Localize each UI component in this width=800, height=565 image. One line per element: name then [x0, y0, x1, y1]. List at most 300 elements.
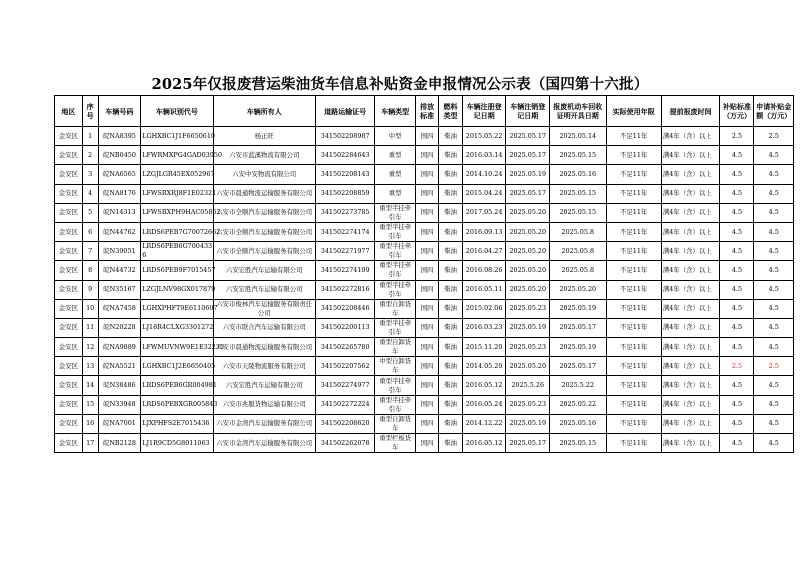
cell-emission: 国四	[415, 222, 438, 241]
cell-region: 金安区	[55, 299, 83, 318]
cell-region: 金安区	[55, 261, 83, 280]
column-header-usage-years: 实际使用年限	[606, 96, 661, 127]
cell-emission: 国四	[415, 414, 438, 433]
cell-region: 金安区	[55, 338, 83, 357]
cell-certificate-date: 2025.05.20	[550, 280, 606, 299]
cell-index: 11	[82, 318, 98, 337]
cell-fuel: 柴油	[439, 222, 462, 241]
cell-register-date: 2016.03.23	[462, 318, 506, 337]
cell-owner: 六安宏胜汽车运输有限公司	[213, 280, 315, 299]
cell-vin: LGHXBC1J1F6650610	[141, 127, 213, 146]
cell-vin: LRDS6PEB6GR004981	[141, 376, 213, 395]
cell-standard: 2.5	[720, 127, 754, 146]
column-header-cancel-date: 车辆注销登记日期	[506, 96, 550, 127]
cell-fuel: 柴油	[439, 242, 462, 261]
cell-certificate-date: 2025.05.8	[550, 261, 606, 280]
cell-emission: 国四	[415, 261, 438, 280]
cell-type: 中型	[375, 127, 415, 146]
cell-register-date: 2015.02.06	[462, 299, 506, 318]
cell-usage-years: 不足11年	[606, 222, 661, 241]
cell-amount: 4.5	[754, 184, 794, 203]
cell-amount: 4.5	[754, 242, 794, 261]
cell-register-date: 2016.05.12	[462, 376, 506, 395]
cell-cancel-date: 2025.05.17	[506, 146, 550, 165]
table-row	[55, 127, 794, 146]
column-header-vin: 车辆识别代号	[141, 96, 213, 127]
cell-index: 3	[82, 165, 98, 184]
cell-amount: 4.5	[754, 165, 794, 184]
cell-standard: 4.5	[720, 395, 754, 414]
subsidy-table	[54, 95, 794, 453]
cell-index: 8	[82, 261, 98, 280]
cell-vin: LRDS6PEB9F7015457	[141, 261, 213, 280]
cell-vin: LGHXBC1J2E6650405	[141, 357, 213, 376]
cell-plate: 皖NA8176	[98, 184, 141, 203]
cell-early-scrap: 满4年（含）以上	[661, 203, 720, 222]
table-row	[55, 395, 794, 414]
cell-usage-years: 不足11年	[606, 261, 661, 280]
cell-permit: 341502274174	[315, 222, 375, 241]
cell-plate: 皖N44762	[98, 222, 141, 241]
cell-permit: 341502208446	[315, 299, 375, 318]
cell-vin: LJ1R9CD5G8011063	[141, 434, 213, 453]
cell-index: 7	[82, 242, 98, 261]
cell-index: 12	[82, 338, 98, 357]
cell-fuel: 柴油	[439, 414, 462, 433]
cell-fuel: 柴油	[439, 146, 462, 165]
table-body	[55, 127, 794, 453]
cell-amount: 4.5	[754, 299, 794, 318]
cell-usage-years: 不足11年	[606, 299, 661, 318]
cell-emission: 国四	[415, 299, 438, 318]
table-row	[55, 357, 794, 376]
cell-index: 17	[82, 434, 98, 453]
cell-fuel: 柴油	[439, 184, 462, 203]
cell-usage-years: 不足11年	[606, 318, 661, 337]
cell-usage-years: 不足11年	[606, 395, 661, 414]
cell-amount: 4.5	[754, 222, 794, 241]
cell-early-scrap: 满4年（含）以上	[661, 280, 720, 299]
cell-owner: 六安市联合汽车运输有限公司	[213, 318, 315, 337]
cell-plate: 皖N33948	[98, 395, 141, 414]
cell-cancel-date: 2025.05.20	[506, 280, 550, 299]
cell-type: 重型半挂牵引车	[375, 318, 415, 337]
cell-fuel: 柴油	[439, 299, 462, 318]
table-row	[55, 338, 794, 357]
cell-type: 重型自卸货车	[375, 414, 415, 433]
cell-standard: 4.5	[720, 261, 754, 280]
cell-amount: 4.5	[754, 203, 794, 222]
cell-register-date: 2014.12.22	[462, 414, 506, 433]
cell-index: 5	[82, 203, 98, 222]
cell-cancel-date: 2025.05.19	[506, 414, 550, 433]
cell-register-date: 2016.05.11	[462, 280, 506, 299]
table-row	[55, 318, 794, 337]
cell-emission: 国四	[415, 165, 438, 184]
cell-standard: 4.5	[720, 414, 754, 433]
cell-plate: 皖NA5521	[98, 357, 141, 376]
cell-type: 重型	[375, 184, 415, 203]
cell-plate: 皖NB0450	[98, 146, 141, 165]
cell-amount: 4.5	[754, 434, 794, 453]
cell-fuel: 柴油	[439, 127, 462, 146]
cell-permit: 341502208859	[315, 184, 375, 203]
cell-owner: 六安市俊林汽车运输服务有限责任公司	[213, 299, 315, 318]
cell-permit: 341502284643	[315, 146, 375, 165]
cell-cancel-date: 2025.05.20	[506, 222, 550, 241]
cell-type: 重型	[375, 146, 415, 165]
cell-certificate-date: 2025.05.14	[550, 127, 606, 146]
cell-certificate-date: 2025.5.22	[550, 376, 606, 395]
cell-type: 重型半挂牵引车	[375, 395, 415, 414]
column-header-fuel: 燃料类型	[439, 96, 462, 127]
cell-standard: 4.5	[720, 184, 754, 203]
cell-region: 金安区	[55, 146, 83, 165]
page-title: 2025年仅报废营运柴油货车信息补贴资金申报情况公示表（国四第十六批）	[151, 76, 649, 93]
cell-amount: 2.5	[754, 127, 794, 146]
cell-index: 16	[82, 414, 98, 433]
cell-fuel: 柴油	[439, 357, 462, 376]
cell-permit: 341502208620	[315, 414, 375, 433]
cell-vin: LFWSRXPH9HAC05862	[141, 203, 213, 222]
table-row	[55, 261, 794, 280]
cell-early-scrap: 满4年（含）以上	[661, 338, 720, 357]
cell-region: 金安区	[55, 376, 83, 395]
cell-plate: 皖N14313	[98, 203, 141, 222]
column-header-owner: 车辆所有人	[213, 96, 315, 127]
cell-owner: 六安市晨通物流运输服务有限公司	[213, 338, 315, 357]
cell-owner: 六安宏胜汽车运输有限公司	[213, 261, 315, 280]
cell-cancel-date: 2025.05.17	[506, 127, 550, 146]
cell-early-scrap: 满4年（含）以上	[661, 222, 720, 241]
cell-certificate-date: 2025.05.17	[550, 318, 606, 337]
cell-register-date: 2015.11.20	[462, 338, 506, 357]
cell-cancel-date: 2025.05.17	[506, 434, 550, 453]
cell-region: 金安区	[55, 280, 83, 299]
cell-owner: 六安市全顺汽车运输服务有限公司	[213, 222, 315, 241]
cell-region: 金安区	[55, 357, 83, 376]
cell-amount: 4.5	[754, 338, 794, 357]
cell-vin: LJ18R4CLXG3301272	[141, 318, 213, 337]
cell-certificate-date: 2025.05.19	[550, 299, 606, 318]
cell-emission: 国四	[415, 318, 438, 337]
header-row	[55, 96, 794, 127]
cell-owner: 六安市金湾汽车运输服务有限公司	[213, 434, 315, 453]
cell-vin: LRDS6PEB7G70072662	[141, 222, 213, 241]
cell-standard: 4.5	[720, 338, 754, 357]
cell-region: 金安区	[55, 203, 83, 222]
cell-vin: LRDS6PEBXGR005843	[141, 395, 213, 414]
cell-plate: 皖N44732	[98, 261, 141, 280]
cell-early-scrap: 满4年（含）以上	[661, 357, 720, 376]
cell-early-scrap: 满4年（含）以上	[661, 127, 720, 146]
cell-cancel-date: 2025.05.20	[506, 261, 550, 280]
cell-standard: 4.5	[720, 280, 754, 299]
cell-vin: LZGJLGR45EX052967	[141, 165, 213, 184]
cell-early-scrap: 满4年（含）以上	[661, 318, 720, 337]
cell-type: 重型半挂牵引车	[375, 376, 415, 395]
cell-permit: 341502273785	[315, 203, 375, 222]
cell-index: 4	[82, 184, 98, 203]
cell-early-scrap: 满4年（含）以上	[661, 261, 720, 280]
cell-owner: 六安宏胜汽车运输有限公司	[213, 376, 315, 395]
cell-vin: LFWRMXPG4GAD03950	[141, 146, 213, 165]
cell-standard: 4.5	[720, 376, 754, 395]
cell-amount: 4.5	[754, 395, 794, 414]
cell-plate: 皖N38486	[98, 376, 141, 395]
cell-emission: 国四	[415, 338, 438, 357]
cell-usage-years: 不足11年	[606, 376, 661, 395]
cell-usage-years: 不足11年	[606, 146, 661, 165]
cell-owner: 六安市天陵物流服务有限公司	[213, 357, 315, 376]
cell-cancel-date: 2025.05.23	[506, 338, 550, 357]
cell-register-date: 2016.04.27	[462, 242, 506, 261]
cell-certificate-date: 2025.05.16	[550, 165, 606, 184]
cell-plate: 皖N35167	[98, 280, 141, 299]
cell-register-date: 2016.03.14	[462, 146, 506, 165]
cell-type: 重型半挂牵引车	[375, 242, 415, 261]
column-header-permit: 道路运输证号	[315, 96, 375, 127]
cell-certificate-date: 2025.05.15	[550, 434, 606, 453]
cell-permit: 341502272816	[315, 280, 375, 299]
cell-usage-years: 不足11年	[606, 184, 661, 203]
cell-usage-years: 不足11年	[606, 280, 661, 299]
cell-type: 重型半挂牵引车	[375, 203, 415, 222]
cell-permit: 341502274199	[315, 261, 375, 280]
cell-type: 重型半挂牵引车	[375, 261, 415, 280]
cell-usage-years: 不足11年	[606, 242, 661, 261]
cell-plate: 皖NA6565	[98, 165, 141, 184]
cell-vin: LRDS6PEB6G700433 6	[142, 242, 213, 260]
table-row	[55, 146, 794, 165]
cell-usage-years: 不足11年	[606, 165, 661, 184]
cell-certificate-date: 2025.05.15	[550, 146, 606, 165]
cell-vin: LZGJLNV98GX017879	[141, 280, 213, 299]
cell-early-scrap: 满4年（含）以上	[661, 299, 720, 318]
cell-cancel-date: 2025.05.19	[506, 318, 550, 337]
cell-owner: 六安市蓝溪物流有限公司	[213, 146, 315, 165]
cell-region: 金安区	[55, 222, 83, 241]
table-row	[55, 299, 794, 318]
cell-owner: 六安市全顺汽车运输服务有限公司	[213, 203, 315, 222]
table-row	[55, 184, 794, 203]
cell-permit: 341502274977	[315, 376, 375, 395]
cell-amount: 4.5	[754, 376, 794, 395]
cell-register-date: 2016.05.24	[462, 395, 506, 414]
table-row	[55, 414, 794, 433]
cell-vin: LFWMUVNW9E1E32235	[141, 338, 213, 357]
cell-type: 重型栏板货车	[375, 434, 415, 453]
cell-permit: 341502272224	[315, 395, 375, 414]
cell-plate: 皖NA9889	[98, 338, 141, 357]
cell-standard: 4.5	[720, 203, 754, 222]
cell-owner: 六安市金湾汽车运输服务有限公司	[213, 414, 315, 433]
cell-early-scrap: 满4年（含）以上	[661, 242, 720, 261]
cell-register-date: 2015.04.24	[462, 184, 506, 203]
cell-register-date: 2014.10.24	[462, 165, 506, 184]
cell-usage-years: 不足11年	[606, 203, 661, 222]
cell-emission: 国四	[415, 434, 438, 453]
cell-certificate-date: 2025.05.8	[550, 222, 606, 241]
cell-usage-years: 不足11年	[606, 127, 661, 146]
cell-plate: 皖NA7458	[98, 299, 141, 318]
cell-fuel: 柴油	[439, 395, 462, 414]
cell-amount: 2.5	[754, 357, 794, 376]
cell-emission: 国四	[415, 395, 438, 414]
cell-emission: 国四	[415, 203, 438, 222]
cell-region: 金安区	[55, 395, 83, 414]
column-header-certificate-date: 报废机动车回收证明开具日期	[550, 96, 606, 127]
cell-type: 重型	[375, 165, 415, 184]
cell-vin: LFWSRXRJ8F1E02321	[141, 184, 213, 203]
cell-type: 重型自卸货车	[375, 338, 415, 357]
cell-permit: 341502207562	[315, 357, 375, 376]
cell-type: 重型半挂牵引车	[375, 280, 415, 299]
cell-owner: 六安市全顺汽车运输服务有限公司	[213, 242, 315, 261]
cell-emission: 国四	[415, 376, 438, 395]
cell-early-scrap: 满4年（含）以上	[661, 414, 720, 433]
cell-amount: 4.5	[754, 280, 794, 299]
cell-index: 14	[82, 376, 98, 395]
cell-cancel-date: 2025.05.17	[506, 184, 550, 203]
cell-standard: 2.5	[720, 357, 754, 376]
cell-fuel: 柴油	[439, 280, 462, 299]
column-header-type: 车辆类型	[375, 96, 415, 127]
cell-cancel-date: 2025.05.20	[506, 203, 550, 222]
cell-owner: 六安市晨通物流运输服务有限公司	[213, 184, 315, 203]
cell-early-scrap: 满4年（含）以上	[661, 395, 720, 414]
table-row	[55, 434, 794, 453]
column-header-plate: 车辆号码	[98, 96, 141, 127]
table-row	[55, 280, 794, 299]
cell-register-date: 2015.05.22	[462, 127, 506, 146]
cell-certificate-date: 2025.05.17	[550, 357, 606, 376]
column-header-register-date: 车辆注册登记日期	[462, 96, 506, 127]
cell-certificate-date: 2025.05.15	[550, 203, 606, 222]
cell-standard: 4.5	[720, 146, 754, 165]
cell-fuel: 柴油	[439, 261, 462, 280]
cell-plate: 皖N20228	[98, 318, 141, 337]
column-header-standard: 补贴标准（万元）	[720, 96, 754, 127]
column-header-early-scrap: 提前报废时间	[661, 96, 720, 127]
cell-region: 金安区	[55, 165, 83, 184]
cell-usage-years: 不足11年	[606, 357, 661, 376]
cell-register-date: 2016.08.26	[462, 261, 506, 280]
cell-permit: 341502208987	[315, 127, 375, 146]
cell-register-date: 2014.05.20	[462, 357, 506, 376]
table-row	[55, 165, 794, 184]
table-row	[55, 376, 794, 395]
cell-region: 金安区	[55, 242, 83, 261]
cell-fuel: 柴油	[439, 203, 462, 222]
cell-early-scrap: 满4年（含）以上	[661, 434, 720, 453]
cell-early-scrap: 满4年（含）以上	[661, 165, 720, 184]
cell-emission: 国四	[415, 242, 438, 261]
cell-fuel: 柴油	[439, 376, 462, 395]
cell-certificate-date: 2025.05.8	[550, 242, 606, 261]
cell-standard: 4.5	[720, 242, 754, 261]
cell-standard: 4.5	[720, 222, 754, 241]
cell-early-scrap: 满4年（含）以上	[661, 184, 720, 203]
cell-emission: 国四	[415, 127, 438, 146]
cell-region: 金安区	[55, 318, 83, 337]
column-header-emission: 排放标准	[415, 96, 438, 127]
cell-certificate-date: 2025.05.15	[550, 184, 606, 203]
cell-index: 13	[82, 357, 98, 376]
cell-standard: 4.5	[720, 165, 754, 184]
cell-index: 10	[82, 299, 98, 318]
cell-register-date: 2017.05.24	[462, 203, 506, 222]
cell-permit: 341502262078	[315, 434, 375, 453]
cell-register-date: 2016.05.12	[462, 434, 506, 453]
cell-plate: 皖NA7001	[98, 414, 141, 433]
cell-cancel-date: 2025.05.20	[506, 242, 550, 261]
cell-index: 2	[82, 146, 98, 165]
cell-amount: 4.5	[754, 146, 794, 165]
cell-permit: 341502208143	[315, 165, 375, 184]
cell-fuel: 柴油	[439, 434, 462, 453]
cell-region: 金安区	[55, 414, 83, 433]
cell-early-scrap: 满4年（含）以上	[661, 146, 720, 165]
cell-certificate-date: 2025.05.16	[550, 414, 606, 433]
cell-cancel-date: 2025.05.23	[506, 395, 550, 414]
cell-fuel: 柴油	[439, 338, 462, 357]
cell-emission: 国四	[415, 146, 438, 165]
column-header-region: 地区	[55, 96, 83, 127]
cell-standard: 4.5	[720, 434, 754, 453]
cell-amount: 4.5	[754, 261, 794, 280]
cell-early-scrap: 满4年（含）以上	[661, 376, 720, 395]
cell-type: 重型半挂牵引车	[375, 222, 415, 241]
cell-cancel-date: 2025.05.19	[506, 165, 550, 184]
cell-owner: 杨正旺	[213, 127, 315, 146]
cell-emission: 国四	[415, 184, 438, 203]
column-header-amount: 申请补贴金额（万元）	[754, 96, 794, 127]
cell-permit: 341502265780	[315, 338, 375, 357]
cell-standard: 4.5	[720, 299, 754, 318]
cell-amount: 4.5	[754, 318, 794, 337]
cell-usage-years: 不足11年	[606, 414, 661, 433]
cell-plate: 皖NB2128	[98, 434, 141, 453]
cell-certificate-date: 2025.05.22	[550, 395, 606, 414]
cell-type: 重型自卸货车	[375, 299, 415, 318]
cell-permit: 341502271977	[315, 242, 375, 261]
cell-cancel-date: 2025.5.26	[506, 376, 550, 395]
cell-emission: 国四	[415, 280, 438, 299]
table-row	[55, 242, 794, 261]
cell-standard: 4.5	[720, 318, 754, 337]
cell-fuel: 柴油	[439, 165, 462, 184]
cell-vin: LJXPHFS2E7015436	[141, 414, 213, 433]
cell-register-date: 2016.09.13	[462, 222, 506, 241]
cell-cancel-date: 2025.05.20	[506, 357, 550, 376]
cell-index: 1	[82, 127, 98, 146]
cell-owner: 六安市兆服货物运输有限公司	[213, 395, 315, 414]
cell-certificate-date: 2025.05.19	[550, 338, 606, 357]
cell-permit: 341502200113	[315, 318, 375, 337]
cell-plate: 皖N39051	[98, 242, 141, 261]
cell-usage-years: 不足11年	[606, 338, 661, 357]
cell-plate: 皖NA8395	[98, 127, 141, 146]
cell-emission: 国四	[415, 357, 438, 376]
cell-amount: 4.5	[754, 414, 794, 433]
cell-owner: 六安中安物流有限公司	[213, 165, 315, 184]
column-header-index: 序号	[82, 96, 98, 127]
cell-index: 9	[82, 280, 98, 299]
table-row	[55, 203, 794, 222]
table-row	[55, 222, 794, 241]
cell-fuel: 柴油	[439, 318, 462, 337]
